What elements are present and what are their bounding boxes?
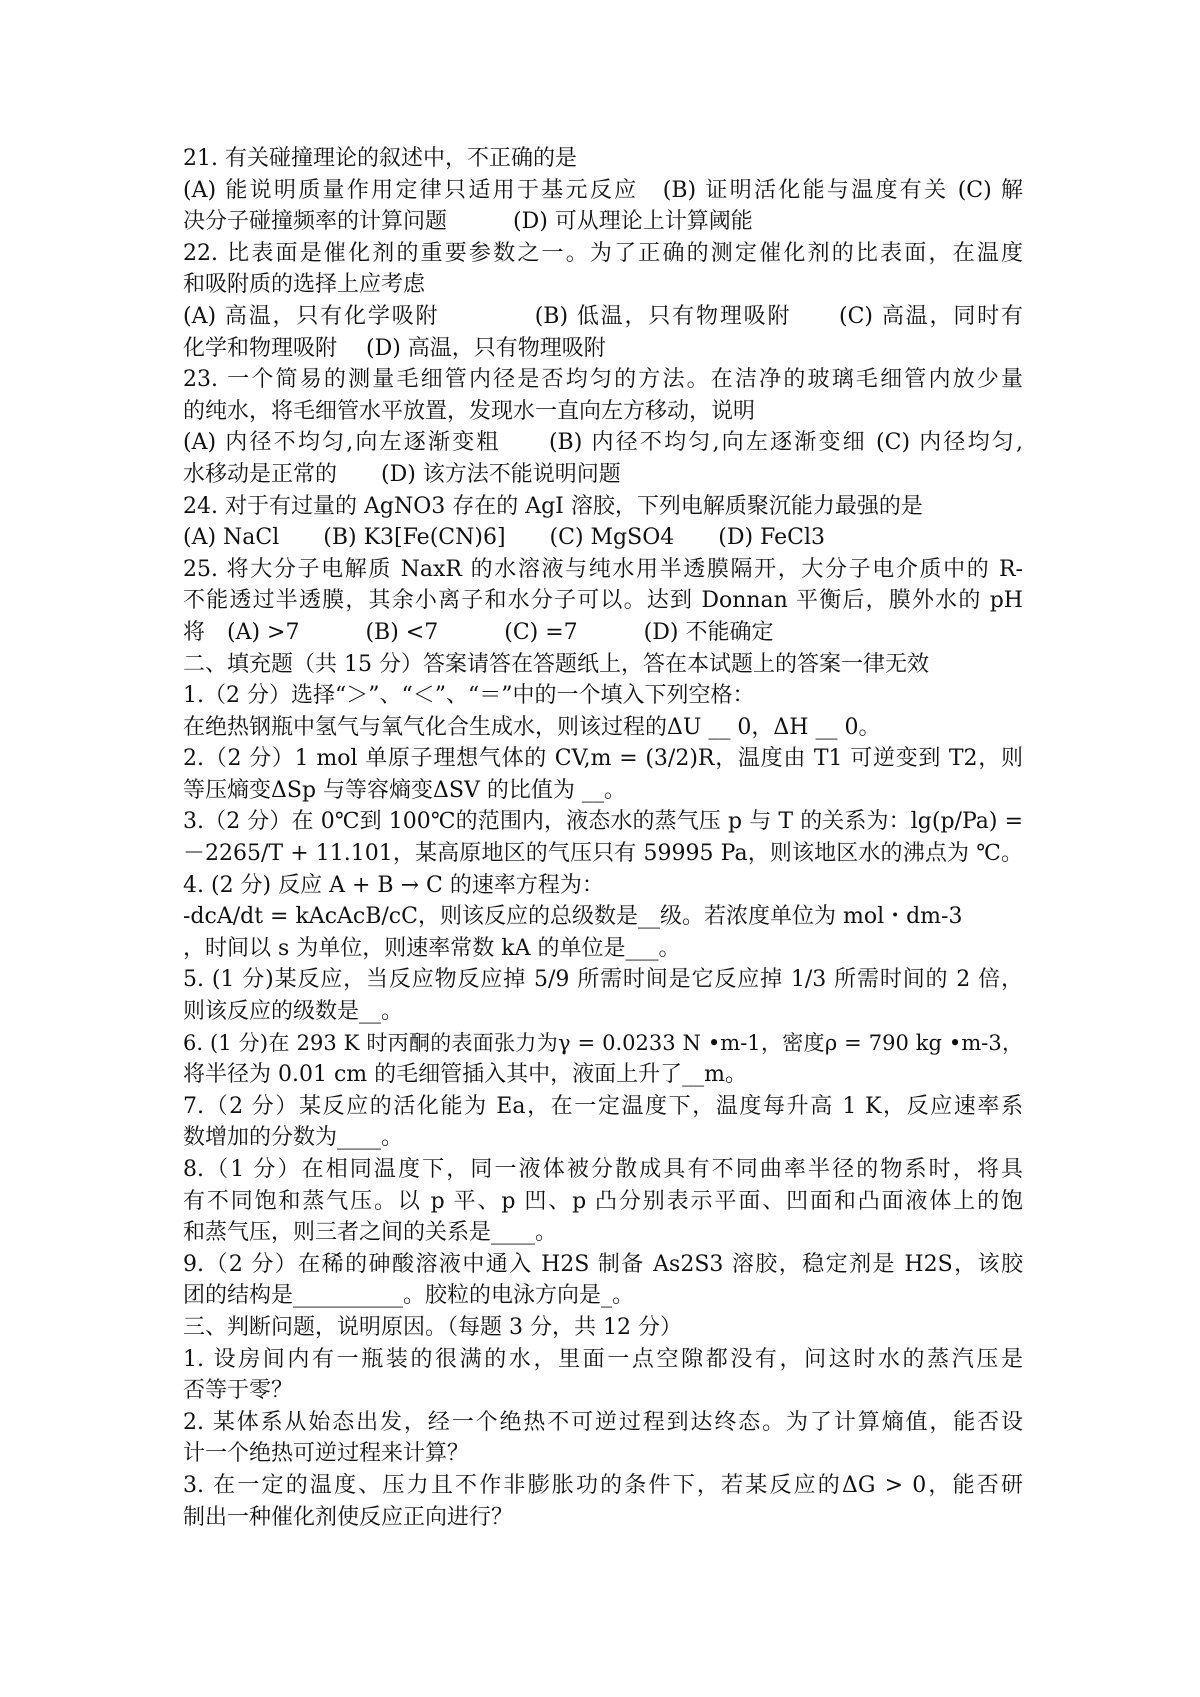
fill-8-line2: 有不同饱和蒸气压。以 p 平、p 凹、p 凸分别表示平面、凹面和凸面液体上的饱 xyxy=(183,1188,1023,1214)
q22-options-line2: 化学和物理吸附 (D) 高温，只有物理吸附 xyxy=(183,335,606,361)
judge-3-line1: 3. 在一定的温度、压力且不作非膨胀功的条件下，若某反应的ΔG > 0，能否研 xyxy=(183,1472,1023,1498)
fill-7-line1: 7.（2 分）某反应的活化能为 Ea，在一定温度下，温度每升高 1 K，反应速率系 xyxy=(183,1093,1023,1119)
judge-2-line1: 2. 某体系从始态出发，经一个绝热不可逆过程到达终态。为了计算熵值，能否设 xyxy=(183,1409,1023,1435)
fill-8-line1: 8.（1 分）在相同温度下，同一液体被分散成具有不同曲率半径的物系时，将具 xyxy=(183,1157,1023,1182)
q21-options-line2: 决分子碰撞频率的计算问题 (D) 可从理论上计算阈能 xyxy=(183,209,753,235)
q25-stem-line2: 不能透过半透膜，其余小离子和水分子可以。达到 Donnan 平衡后，膜外水的 pH xyxy=(183,588,1023,614)
exam-text-body xyxy=(183,143,1023,1533)
fill-1-content: 在绝热钢瓶中氢气与氧气化合生成水，则该过程的ΔU __ 0，ΔH __ 0。 xyxy=(183,714,881,740)
fill-5-line2: 则该反应的级数是__。 xyxy=(183,999,404,1025)
section-3-heading: 三、判断问题，说明原因。（每题 3 分，共 12 分） xyxy=(183,1314,682,1340)
fill-4-line2: -dcA/dt = kAcAcB/cC，则该反应的总级数是__级。若浓度单位为 mol・dm-3 xyxy=(183,904,963,930)
q23-stem-line2: 的纯水，将毛细管水平放置，发现水一直向左方移动，说明 xyxy=(183,398,756,424)
fill-3-line2: －2265/T + 11.101，某高原地区的气压只有 59995 Pa，则该地区水的沸点为 ℃。 xyxy=(183,841,1023,867)
fill-7-line2: 数增加的分数为____。 xyxy=(183,1125,404,1151)
fill-6-line2: 将半径为 0.01 cm 的毛细管插入其中，液面上升了__m。 xyxy=(183,1062,748,1088)
judge-2-line2: 计一个绝热可逆过程来计算？ xyxy=(183,1441,470,1467)
fill-3-line1: 3.（2 分）在 0℃到 100℃的范围内，液态水的蒸气压 p 与 T 的关系为：lg(p/Pa) = xyxy=(183,809,1023,835)
fill-9-line2: 团的结构是__________。胶粒的电泳方向是_。 xyxy=(183,1283,635,1309)
fill-1-stem: 1.（2 分）选择“＞”、“＜”、“＝”中的一个填入下列空格： xyxy=(183,683,755,709)
fill-4-line3: ，时间以 s 为单位，则速率常数 kA 的单位是___。 xyxy=(183,935,681,961)
fill-9-line1: 9.（2 分）在稀的砷酸溶液中通入 H2S 制备 As2S3 溶胶，稳定剂是 H2S，该胶 xyxy=(183,1251,1023,1277)
q25-stem-line1: 25. 将大分子电解质 NaxR 的水溶液与纯水用半透膜隔开，大分子电介质中的 R- xyxy=(183,556,1023,582)
q24-options: (A) NaCl (B) K3[Fe(CN)6] (C) MgSO4 (D) FeCl3 xyxy=(183,525,825,551)
q23-options-line1: (A) 内径不均匀,向左逐渐变粗 (B) 内径不均匀,向左逐渐变细 (C) 内径均匀, xyxy=(183,430,1023,456)
q23-stem-line1: 23. 一个简易的测量毛细管内径是否均匀的方法。在洁净的玻璃毛细管内放少量 xyxy=(183,367,1023,393)
q21-stem: 21. 有关碰撞理论的叙述中，不正确的是 xyxy=(183,146,577,171)
fill-4-line1: 4. (2 分) 反应 A + B → C 的速率方程为： xyxy=(183,872,604,898)
q22-stem-line1: 22. 比表面是催化剂的重要参数之一。为了正确的测定催化剂的比表面，在温度 xyxy=(183,240,1023,266)
fill-6-line1: 6. (1 分)在 293 K 时丙酮的表面张力为γ = 0.0233 N •m-1，密度ρ = 790 kg •m-3， xyxy=(183,1030,1023,1055)
fill-2-line1: 2.（2 分）1 mol 单原子理想气体的 CV,m = (3/2)R，温度由 T1 可逆变到 T2，则 xyxy=(183,746,1023,772)
q22-options-line1: (A) 高温，只有化学吸附 (B) 低温，只有物理吸附 (C) 高温，同时有 xyxy=(183,303,1023,329)
fill-5-line1: 5. (1 分)某反应，当反应物反应掉 5/9 所需时间是它反应掉 1/3 所需时间的 2 倍， xyxy=(183,967,1023,993)
fill-8-line3: 和蒸气压，则三者之间的关系是____。 xyxy=(183,1220,558,1246)
judge-1-line2: 否等于零？ xyxy=(183,1378,294,1404)
q23-options-line2: 水移动是正常的 (D) 该方法不能说明问题 xyxy=(183,461,621,487)
section-2-heading: 二、填充题（共 15 分）答案请答在答题纸上，答在本试题上的答案一律无效 xyxy=(183,651,929,677)
q24-stem: 24. 对于有过量的 AgNO3 存在的 AgI 溶胶，下列电解质聚沉能力最强的是 xyxy=(183,493,923,519)
judge-3-line2: 制出一种催化剂使反应正向进行？ xyxy=(183,1504,514,1530)
fill-2-line2: 等压熵变ΔSp 与等容熵变ΔSV 的比值为 __。 xyxy=(183,777,626,803)
judge-1-line1: 1. 设房间内有一瓶装的很满的水，里面一点空隙都没有，问这时水的蒸汽压是 xyxy=(183,1346,1023,1372)
q22-stem-line2: 和吸附质的选择上应考虑 xyxy=(183,272,426,298)
q25-options: 将 (A) >7 (B) <7 (C) =7 (D) 不能确定 xyxy=(183,619,774,645)
q21-options-line1: (A) 能说明质量作用定律只适用于基元反应 (B) 证明活化能与温度有关 (C) 解 xyxy=(183,177,1023,203)
